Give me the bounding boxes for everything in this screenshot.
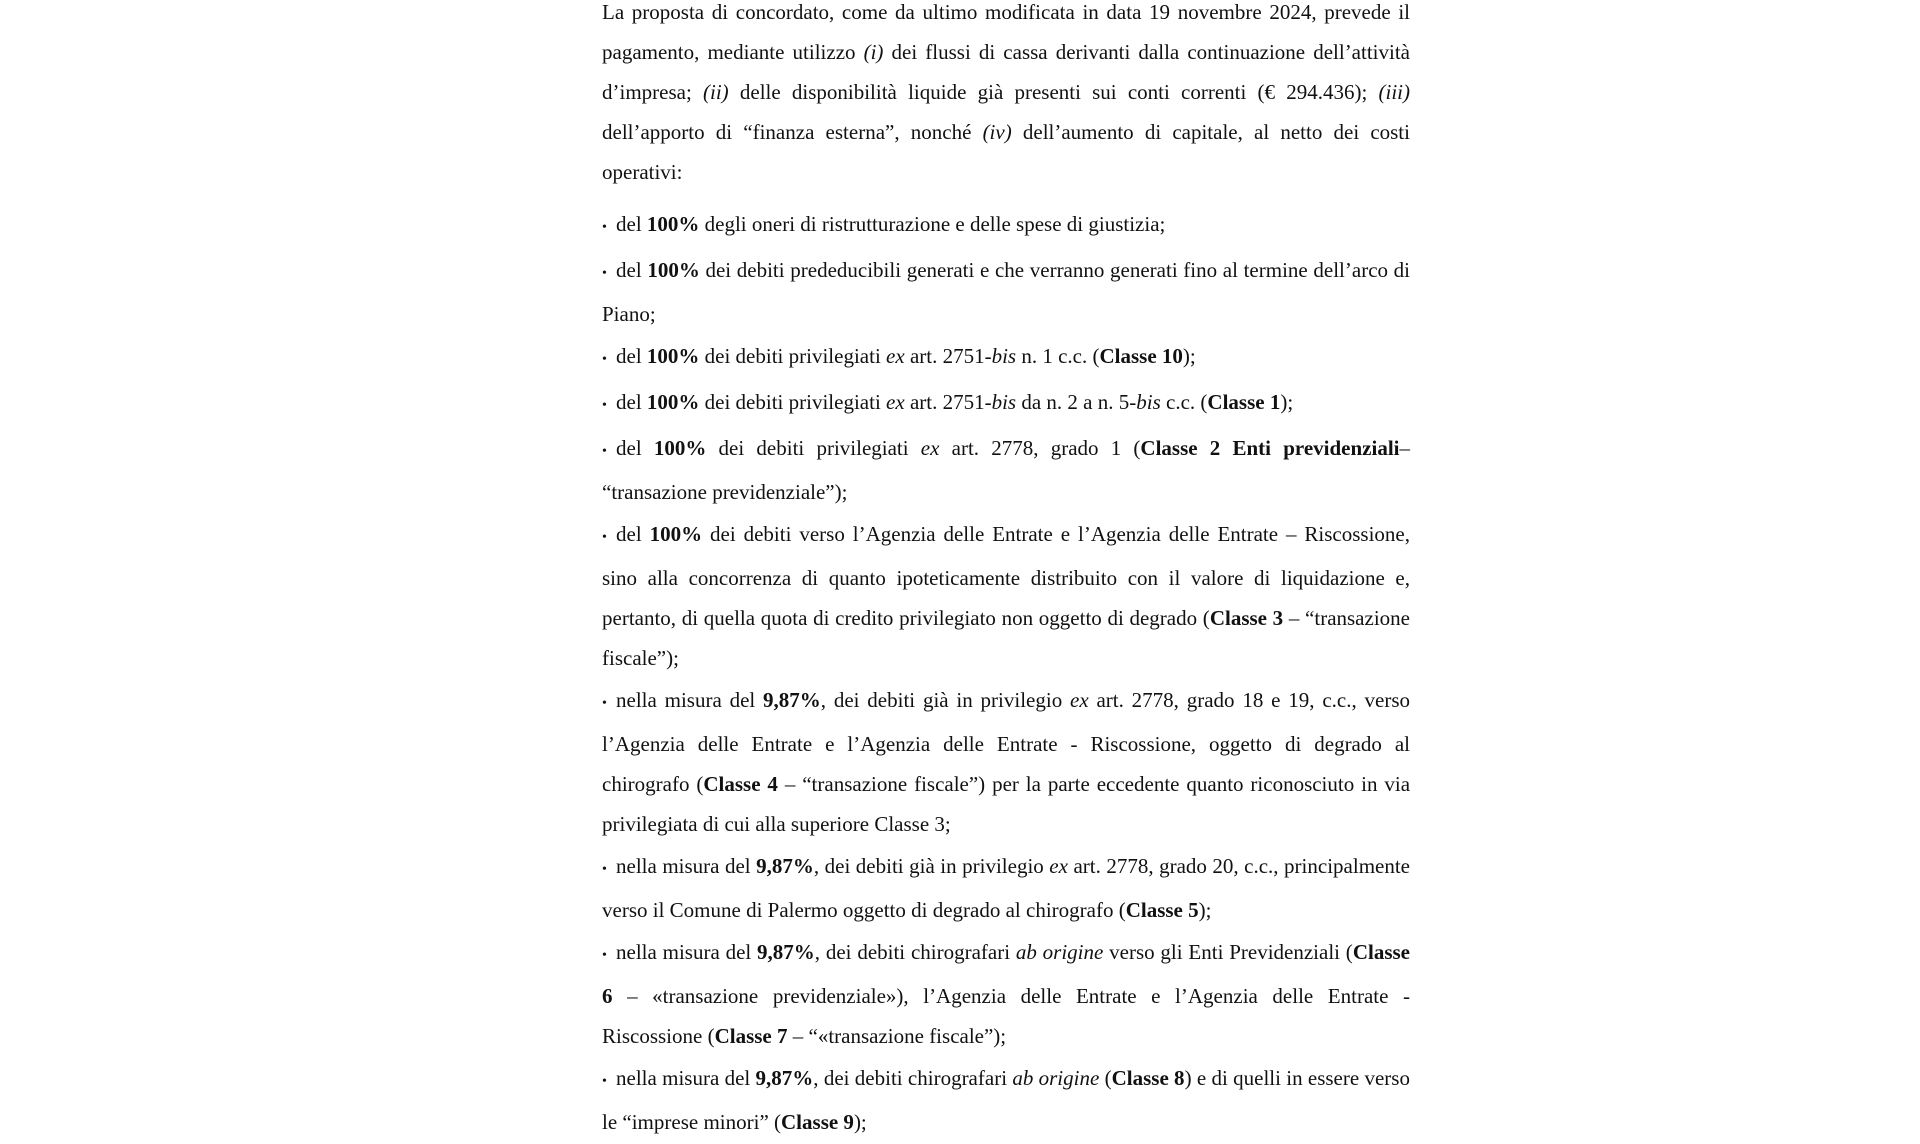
text-run: del	[616, 212, 647, 236]
list-item	[602, 382, 1410, 426]
italic-text: (iii)	[1378, 80, 1410, 104]
text-run: );	[1280, 390, 1294, 414]
italic-text: ex	[920, 436, 940, 460]
list-item	[602, 932, 1410, 1056]
italic-text: bis	[991, 390, 1017, 414]
bullet-icon: •	[602, 1074, 607, 1089]
bold-text: Classe 4	[703, 772, 778, 796]
bullet-icon: •	[602, 696, 607, 711]
payment-list	[602, 204, 1410, 1142]
text-run: ) e di quelli in essere verso le “imprese minori” (	[602, 1066, 1410, 1134]
bold-text: 100%	[647, 258, 700, 282]
text-run: – «transazione previdenziale»), l’Agenzia delle Entrate e l’Agenzia delle Entrate - Riscossione (	[602, 984, 1410, 1048]
bold-text: Classe 9	[781, 1110, 854, 1134]
text-run: , dei debiti già in privilegio	[820, 688, 1070, 712]
text-run: del	[616, 390, 647, 414]
bold-text: Classe 8	[1111, 1066, 1185, 1090]
bullet-icon: •	[602, 266, 607, 281]
text-run: dei debiti prededucibili generati e che verranno generati fino al termine dell’arco di Piano;	[602, 258, 1411, 326]
list-item	[602, 846, 1410, 930]
list-item	[602, 336, 1410, 380]
list-item	[602, 204, 1410, 248]
text-run: nella misura del	[616, 940, 758, 964]
bold-text: Classe 3	[1209, 606, 1284, 630]
text-run: dei flussi di cassa derivanti dalla continuazione dell’attività d’impresa;	[602, 40, 1411, 104]
text-run: del	[616, 436, 654, 460]
text-run: , dei debiti chirografari	[813, 1066, 1013, 1090]
bullet-icon: •	[602, 530, 607, 545]
text-run: art. 2778, grado 20, c.c., principalmente verso il Comune di Palermo oggetto di degrado al chirografo (	[602, 854, 1411, 922]
text-run: da n. 2 a n. 5-	[1016, 390, 1137, 414]
italic-text: (iv)	[982, 120, 1012, 144]
text-run: del	[616, 344, 647, 368]
italic-text: (i)	[863, 40, 884, 64]
text-run: );	[1182, 344, 1196, 368]
bullet-icon: •	[602, 398, 607, 413]
text-run: degli oneri di ristrutturazione e delle spese di giustizia;	[699, 212, 1166, 236]
text-run: dei debiti privilegiati	[699, 344, 887, 368]
italic-text: ex	[886, 390, 905, 414]
bold-text: Classe 7	[714, 1024, 788, 1048]
italic-text: ab origine	[1012, 1066, 1100, 1090]
bold-text: Classe 2 Enti previdenziali	[1140, 436, 1400, 460]
bold-text: 9,87%	[757, 940, 815, 964]
bullet-icon: •	[602, 862, 607, 877]
bold-text: Classe 6	[602, 940, 1410, 1008]
italic-text: ex	[1049, 854, 1068, 878]
text-run: art. 2778, grado 1 (	[939, 436, 1141, 460]
italic-text: bis	[1136, 390, 1161, 414]
italic-text: ab origine	[1015, 940, 1104, 964]
text-run: del	[616, 522, 650, 546]
italic-text: (ii)	[703, 80, 729, 104]
bold-text: 100%	[646, 344, 700, 368]
text-run: , dei debiti già in privilegio	[813, 854, 1050, 878]
list-item	[602, 1058, 1410, 1142]
text-run: nella misura del	[616, 854, 757, 878]
list-item	[602, 514, 1410, 678]
bold-text: 100%	[653, 436, 707, 460]
bold-text: 9,87%	[763, 688, 821, 712]
bold-text: Classe 1	[1207, 390, 1281, 414]
bullet-icon: •	[602, 220, 607, 235]
text-run: dei debiti verso l’Agenzia delle Entrate e l’Agenzia delle Entrate – Riscossione, sino alla concorrenza di quanto ipoteticamente distribuito con il valore di liquidazione e, pertanto, di quella quota di credito privilegiato non oggetto di degrado (	[602, 522, 1411, 630]
bold-text: 100%	[649, 522, 703, 546]
bold-text: 100%	[646, 212, 700, 236]
text-run: );	[1198, 898, 1212, 922]
list-item	[602, 250, 1410, 334]
text-run: dei debiti privilegiati	[706, 436, 921, 460]
text-run: – “transazione previdenziale”);	[602, 436, 1410, 504]
text-run: nella misura del	[616, 688, 764, 712]
text-run: delle disponibilità liquide già presenti sui conti correnti (€ 294.436);	[728, 80, 1379, 104]
italic-text: bis	[991, 344, 1017, 368]
text-run: , dei debiti chirografari	[814, 940, 1016, 964]
text-run: nella misura del	[616, 1066, 756, 1090]
text-run: – “transazione fiscale”) per la parte eccedente quanto riconosciuto in via privilegiata di cui alla superiore Classe 3;	[602, 772, 1411, 836]
text-run: verso gli Enti Previdenziali (	[1103, 940, 1353, 964]
italic-text: ex	[886, 344, 905, 368]
bullet-icon: •	[602, 948, 607, 963]
bullet-icon: •	[602, 444, 607, 459]
text-run: La proposta di concordato, come da ultimo modificata in data 19 novembre 2024, prevede il pagamento, mediante utilizzo	[602, 0, 1410, 64]
text-run: (	[1099, 1066, 1112, 1090]
text-run: del	[616, 258, 648, 282]
intro-paragraph	[602, 0, 1410, 192]
bold-text: Classe 10	[1099, 344, 1183, 368]
text-run: c.c. (	[1160, 390, 1208, 414]
text-run: n. 1 c.c. (	[1016, 344, 1100, 368]
text-run: – “transazione fiscale”);	[602, 606, 1410, 670]
list-item	[602, 428, 1410, 512]
text-run: art. 2751-	[904, 344, 992, 368]
text-run: dell’aumento di capitale, al netto dei costi operativi:	[602, 120, 1410, 184]
bold-text: 100%	[646, 390, 700, 414]
text-run: art. 2778, grado 18 e 19, c.c., verso l’Agenzia delle Entrate e l’Agenzia delle Entrate - Riscossione, oggetto di degrado al chirografo (	[602, 688, 1411, 796]
text-run: – “«transazione fiscale”);	[787, 1024, 1007, 1048]
text-run: dell’apporto di “finanza esterna”, nonché	[602, 120, 983, 144]
bold-text: Classe 5	[1125, 898, 1199, 922]
italic-text: ex	[1070, 688, 1089, 712]
list-item	[602, 680, 1410, 844]
bold-text: 9,87%	[756, 854, 814, 878]
bullet-icon: •	[602, 352, 607, 367]
text-run: art. 2751-	[904, 390, 992, 414]
document-body	[602, 0, 1410, 1144]
text-run: );	[853, 1110, 867, 1134]
text-run: dei debiti privilegiati	[699, 390, 887, 414]
bold-text: 9,87%	[755, 1066, 814, 1090]
